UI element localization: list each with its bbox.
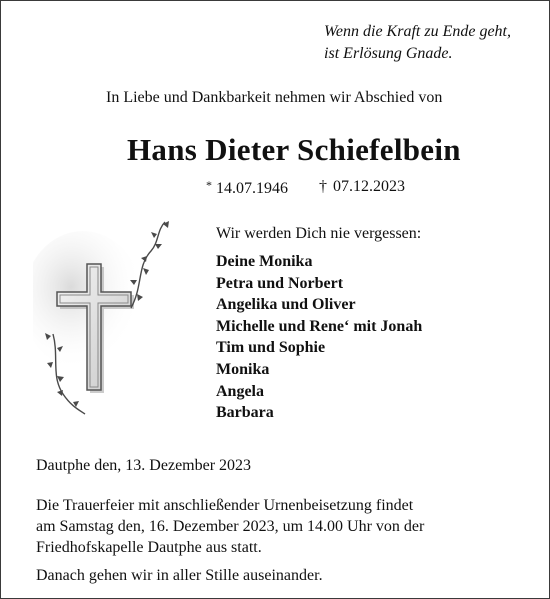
birth-date: 14.07.1946 [216,180,288,197]
mourner-name: Michelle und Rene‘ mit Jonah [216,317,423,335]
ceremony-line-2: am Samstag den, 16. Dezember 2023, um 14.00 Uhr von der [36,518,425,535]
place-date: Dautphe den, 13. Dezember 2023 [36,457,252,474]
death-symbol: † [319,178,327,195]
ceremony-info [36,495,424,558]
death-date: 07.12.2023 [333,178,405,195]
motto [324,21,511,65]
mourner-name: Petra und Norbert [216,274,344,292]
birth-date-line [206,178,288,198]
cross-with-ivy-icon [33,216,183,416]
death-date-line [319,178,405,196]
motto-line-2: ist Erlösung Gnade. [324,45,453,62]
mourner-name: Tim und Sophie [216,339,326,357]
ceremony-line-1: Die Trauerfeier mit anschließender Urnenbeisetzung findet [36,497,414,514]
mourner-name: Monika [216,360,270,378]
mourners-heading: Wir werden Dich nie vergessen: [216,225,422,242]
mourner-name: Angelika und Oliver [216,296,356,314]
intro-text: In Liebe und Dankbarkeit nehmen wir Abschied von [106,89,443,106]
birth-symbol: * [206,178,212,192]
deceased-name: Hans Dieter Schiefelbein [127,132,461,167]
motto-line-1: Wenn die Kraft zu Ende geht, [324,23,511,40]
mourner-name: Barbara [216,404,274,422]
ceremony-line-3: Friedhofskapelle Dautphe aus statt. [36,539,262,556]
closing-text: Danach gehen wir in aller Stille auseinander. [36,567,323,584]
mourner-name: Deine Monika [216,253,313,270]
mourners-list [216,251,422,424]
mourner-name: Angela [216,382,264,400]
